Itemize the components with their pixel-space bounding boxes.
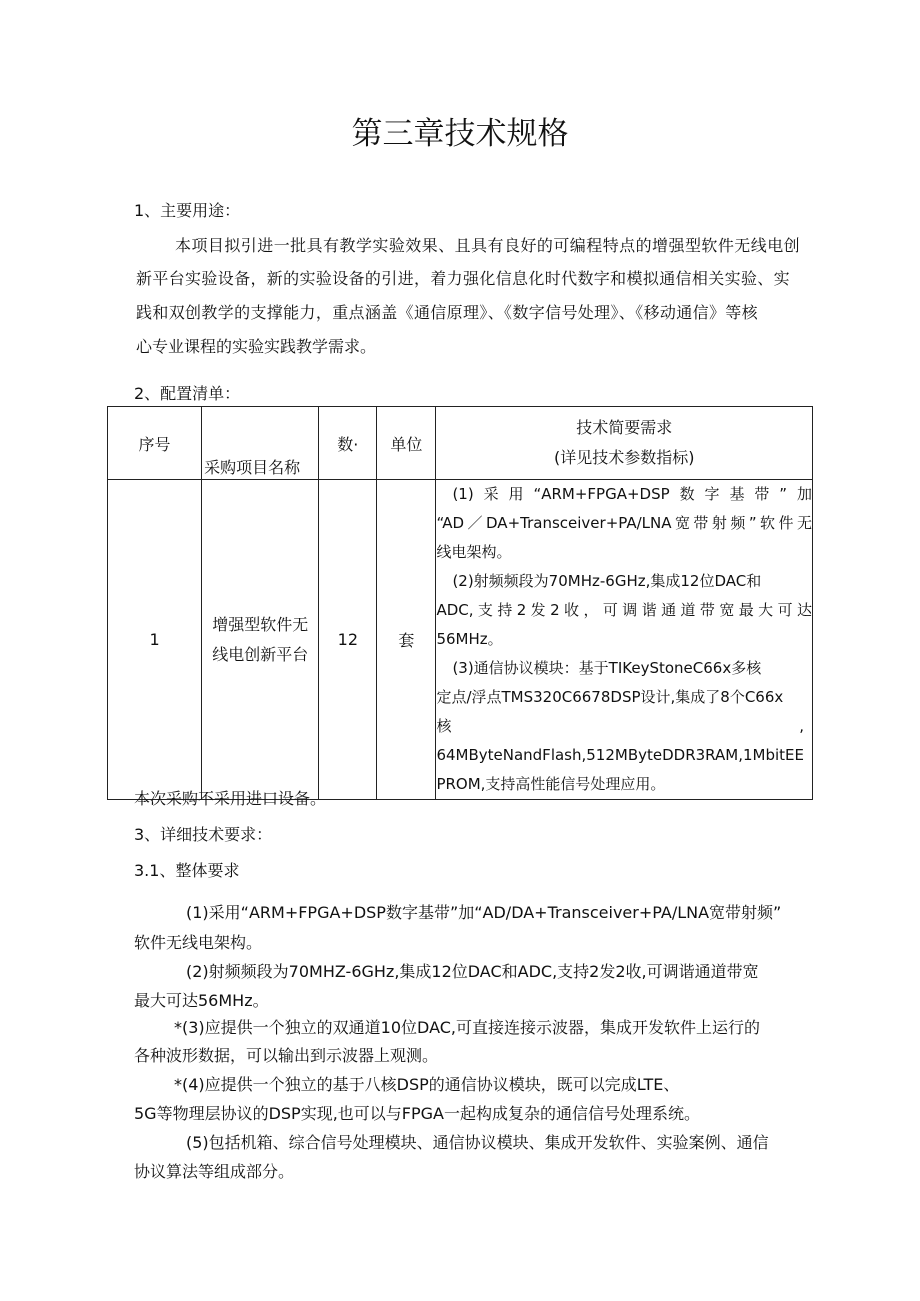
- requirement-line: (5)包括机箱、综合信号处理模块、通信协议模块、集成开发软件、实验案例、通信: [186, 1133, 769, 1152]
- row-unit: 套: [377, 480, 436, 800]
- config-table: [107, 406, 813, 800]
- section-3-1-heading: 3.1、整体要求: [134, 861, 240, 880]
- table-row: [108, 480, 813, 800]
- req-line: (1)采用“ARM+FPGA+DSP数字基带”加: [452, 485, 812, 503]
- req-line: 56MHz。: [436, 630, 503, 648]
- row-name-cell: [202, 480, 319, 800]
- section-1-line: 新平台实验设备，新的实验设备的引进，着力强化信息化时代数字和模拟通信相关实验、实: [136, 269, 791, 288]
- header-name: 采购项目名称: [204, 457, 301, 477]
- req-line: ADC,支持2发2收，可调谐通道带宽最大可达: [436, 601, 812, 619]
- req-line: (3)通信协议模块：基于TIKeyStoneC66x多核: [452, 659, 762, 677]
- row-name-line2: 线电创新平台: [212, 644, 309, 664]
- req-line-comma: ,: [799, 717, 804, 735]
- header-seq: 序号: [108, 407, 202, 480]
- req-line: “AD／DA+Transceiver+PA/LNA宽带射频”软件无: [436, 514, 812, 532]
- row-req-cell: [436, 480, 813, 800]
- header-unit: 单位: [377, 407, 436, 480]
- row-name-line1: 增强型软件无: [212, 614, 309, 634]
- requirement-line: 协议算法等组成部分。: [134, 1162, 295, 1181]
- req-line: 64MByteNandFlash,512MByteDDR3RAM,1MbitEE: [436, 746, 804, 764]
- requirement-line: 5G等物理层协议的DSP实现,也可以与FPGA一起构成复杂的通信信号处理系统。: [134, 1104, 700, 1123]
- req-line-core: 核: [436, 717, 452, 735]
- requirement-line: (2)射频频段为70MHZ-6GHz,集成12位DAC和ADC,支持2发2收,可调谐通道带宽: [186, 962, 759, 981]
- section-1-heading: 1、主要用途：: [134, 201, 241, 220]
- page-title: 第三章技术规格: [351, 116, 569, 152]
- header-req-cell: [436, 407, 813, 480]
- table-header-row: [108, 407, 813, 480]
- header-req-line2: (详见技术参数指标): [553, 448, 695, 467]
- import-note: 本次采购不采用进口设备。: [134, 789, 327, 808]
- req-line: (2)射频频段为70MHz-6GHz,集成12位DAC和: [452, 572, 762, 590]
- requirement-line: 软件无线电架构。: [134, 933, 263, 952]
- req-line: PROM,支持高性能信号处理应用。: [436, 775, 666, 793]
- requirement-line: *(4)应提供一个独立的基于八核DSP的通信协议模块，既可以完成LTE、: [174, 1075, 680, 1094]
- req-line: [436, 712, 812, 741]
- section-1-line: 心专业课程的实验实践教学需求。: [136, 337, 377, 356]
- requirement-line: 各种波形数据，可以输出到示波器上观测。: [134, 1046, 439, 1065]
- header-req-line1: 技术简要需求: [576, 418, 673, 437]
- requirement-line: *(3)应提供一个独立的双通道10位DAC,可直接连接示波器，集成开发软件上运行的: [174, 1018, 760, 1037]
- section-3-heading: 3、详细技术要求：: [134, 825, 273, 844]
- row-seq: 1: [108, 480, 202, 800]
- requirement-line: 最大可达56MHz。: [134, 991, 269, 1010]
- section-1-line: 践和双创教学的支撑能力，重点涵盖《通信原理》、《数字信号处理》、《移动通信》等核: [136, 303, 759, 322]
- row-qty: 12: [319, 480, 377, 800]
- req-line: 定点/浮点TMS320C6678DSP设计,集成了8个C66x: [436, 688, 784, 706]
- header-name-cell: [202, 407, 319, 480]
- requirement-line: (1)采用“ARM+FPGA+DSP数字基带”加“AD/DA+Transceiver+PA/LNA宽带射频”: [186, 903, 782, 922]
- section-2-heading: 2、配置清单：: [134, 384, 241, 403]
- section-1-line: 本项目拟引进一批具有教学实验效果、且具有良好的可编程特点的增强型软件无线电创: [175, 236, 801, 255]
- req-line: 线电架构。: [436, 543, 512, 561]
- header-qty: 数·: [319, 407, 377, 480]
